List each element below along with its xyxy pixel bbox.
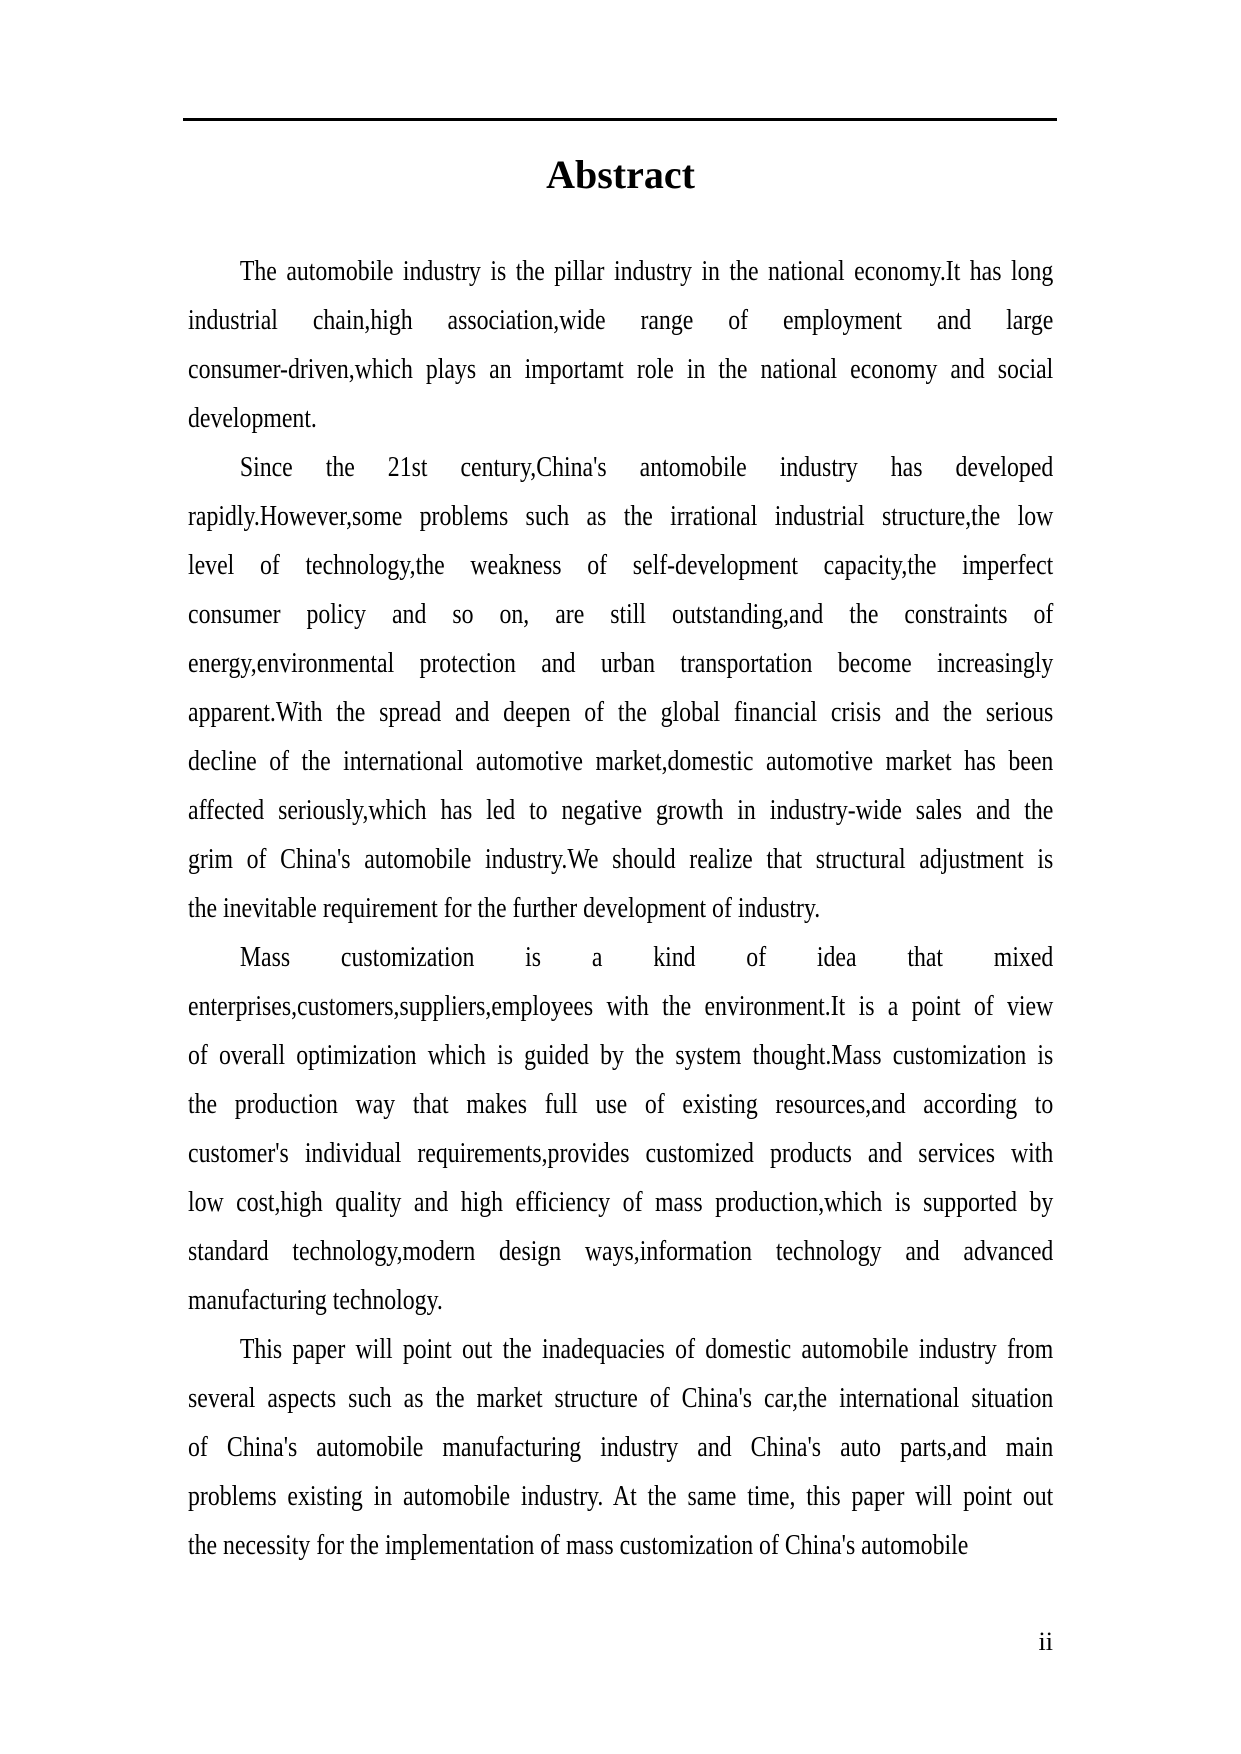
text-line: affected seriously,which has led to negative growth in industry-wide sales and the xyxy=(188,795,1054,826)
text-line: the inevitable requirement for the further development of industry. xyxy=(188,893,821,924)
text-line: of China's automobile manufacturing industry and China's auto parts,and main xyxy=(188,1432,1054,1463)
page-title: Abstract xyxy=(546,152,695,197)
text-line: industrial chain,high association,wide range of employment and large xyxy=(188,305,1054,336)
text-line: level of technology,the weakness of self-development capacity,the imperfect xyxy=(188,550,1054,581)
paragraph xyxy=(188,247,1053,443)
text-line: of overall optimization which is guided by the system thought.Mass customization is xyxy=(188,1040,1054,1071)
text-line: Since the 21st century,China's antomobile industry has developed xyxy=(239,452,1054,483)
text-line: consumer policy and so on, are still outstanding,and the constraints of xyxy=(188,599,1054,630)
text-line: low cost,high quality and high efficiency of mass production,which is supported by xyxy=(188,1187,1054,1218)
header-rule xyxy=(183,118,1057,121)
text-line: development. xyxy=(188,403,317,434)
text-line: Mass customization is a kind of idea that mixed xyxy=(239,942,1054,973)
paragraph xyxy=(188,1325,1053,1570)
text-line: rapidly.However,some problems such as the irrational industrial structure,the low xyxy=(188,501,1054,532)
text-line: enterprises,customers,suppliers,employees with the environment.It is a point of view xyxy=(188,991,1054,1022)
paragraph xyxy=(188,443,1053,933)
text-line: The automobile industry is the pillar industry in the national economy.It has long xyxy=(239,256,1054,287)
text-line: standard technology,modern design ways,information technology and advanced xyxy=(188,1236,1054,1267)
text-line: grim of China's automobile industry.We should realize that structural adjustment is xyxy=(188,844,1054,875)
text-line: This paper will point out the inadequacies of domestic automobile industry from xyxy=(239,1334,1054,1365)
paragraph xyxy=(188,933,1053,1325)
text-line: the necessity for the implementation of mass customization of China's automobile xyxy=(188,1530,969,1561)
text-line: manufacturing technology. xyxy=(188,1285,443,1316)
text-line: energy,environmental protection and urban transportation become increasingly xyxy=(188,648,1054,679)
text-line: consumer-driven,which plays an importamt role in the national economy and social xyxy=(188,354,1054,385)
text-line: several aspects such as the market structure of China's car,the international situation xyxy=(188,1383,1054,1414)
text-line: decline of the international automotive market,domestic automotive market has been xyxy=(188,746,1054,777)
text-line: apparent.With the spread and deepen of the global financial crisis and the serious xyxy=(188,697,1054,728)
page-number: ii xyxy=(1038,1627,1053,1656)
text-line: customer's individual requirements,provides customized products and services with xyxy=(188,1138,1054,1169)
text-line: problems existing in automobile industry. At the same time, this paper will point out xyxy=(188,1481,1054,1512)
abstract-body xyxy=(188,247,1053,1570)
text-line: the production way that makes full use of existing resources,and according to xyxy=(188,1089,1054,1120)
